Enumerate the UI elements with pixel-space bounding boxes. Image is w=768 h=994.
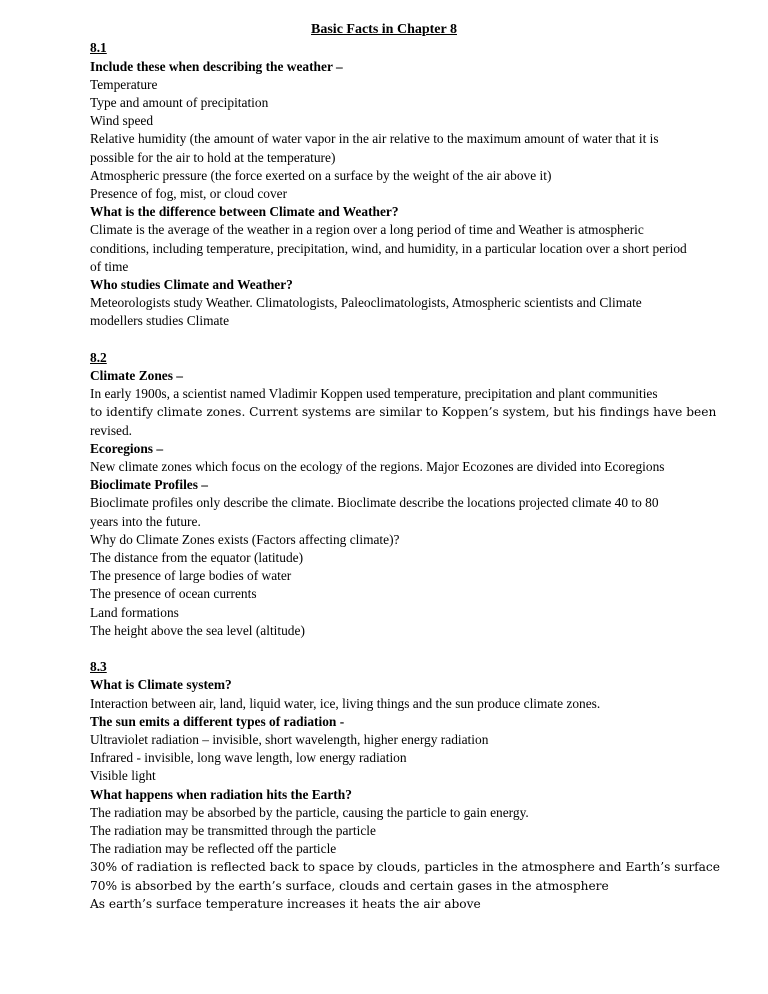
answer-who-studies: Meteorologists study Weather. Climatologists, Paleoclimatologists, Atmospheric scientists and Climate modellers studies Climate xyxy=(90,295,642,329)
answer-climate-system: Interaction between air, land, liquid water, ice, living things and the sun produce climate zones. xyxy=(90,695,601,711)
document-page xyxy=(90,21,720,913)
answer-bioclimate-profiles: Bioclimate profiles only describe the climate. Bioclimate describe the locations projected climate 40 to 80 years into the future. xyxy=(90,495,659,529)
question-why-climate-zones: Why do Climate Zones exists (Factors affecting climate)? xyxy=(90,531,400,547)
list-item: Wind speed xyxy=(90,113,154,129)
page-title: Basic Facts in Chapter 8 xyxy=(311,22,457,37)
list-item: The radiation may be reflected off the particle xyxy=(90,841,337,857)
list-item: Atmospheric pressure (the force exerted on a surface by the weight of the air above it) xyxy=(90,167,552,183)
answer-climate-zones-line1: In early 1900s, a scientist named Vladimir Koppen used temperature, precipitation and plant communities xyxy=(90,386,658,402)
heading-climate-zones: Climate Zones – xyxy=(90,367,183,383)
question-radiation-hits-earth: What happens when radiation hits the Earth? xyxy=(90,786,352,802)
list-item: The presence of ocean currents xyxy=(90,586,257,602)
list-item: The height above the sea level (altitude) xyxy=(90,622,305,638)
list-item: The radiation may be absorbed by the particle, causing the particle to gain energy. xyxy=(90,804,529,820)
list-item: 70% is absorbed by the earth’s surface, clouds and certain gases in the atmosphere xyxy=(90,878,609,893)
question-who-studies: Who studies Climate and Weather? xyxy=(90,276,293,292)
section-heading-8-2: 8.2 xyxy=(90,349,107,365)
list-item: Relative humidity (the amount of water vapor in the air relative to the maximum amount of water that it is possible for the air to hold at the temperature) xyxy=(90,131,659,165)
answer-ecoregions: New climate zones which focus on the ecology of the regions. Major Ecozones are divided into Ecoregions xyxy=(90,458,665,474)
list-item: The radiation may be transmitted through the particle xyxy=(90,823,376,838)
heading-radiation-types: The sun emits a different types of radiation - xyxy=(90,713,345,729)
answer-climate-vs-weather: Climate is the average of the weather in a region over a long period of time and Weather is atmospheric conditions, including temperature, precipitation, wind, and humidity, in a particular location over a short period of time xyxy=(90,222,687,274)
list-item: Ultraviolet radiation – invisible, short wavelength, higher energy radiation xyxy=(90,731,489,747)
heading-ecoregions: Ecoregions – xyxy=(90,440,164,456)
list-item: Infrared - invisible, long wave length, low energy radiation xyxy=(90,750,407,766)
section-heading-8-1: 8.1 xyxy=(90,40,107,56)
list-item: Temperature xyxy=(90,76,158,92)
heading-bioclimate-profiles: Bioclimate Profiles – xyxy=(90,477,209,493)
section-spacer xyxy=(90,331,690,349)
section-heading-8-3: 8.3 xyxy=(90,659,107,675)
list-item: 30% of radiation is reflected back to space by clouds, particles in the atmosphere and Earth’s surface xyxy=(90,860,720,875)
list-item: Visible light xyxy=(90,768,156,784)
question-climate-system: What is Climate system? xyxy=(90,677,232,693)
list-item: The presence of large bodies of water xyxy=(90,568,292,584)
list-item: Presence of fog, mist, or cloud cover xyxy=(90,185,288,201)
question-climate-vs-weather: What is the difference between Climate and Weather? xyxy=(90,204,399,220)
list-item: The distance from the equator (latitude) xyxy=(90,549,304,565)
list-item: Land formations xyxy=(90,604,179,620)
section-spacer xyxy=(90,640,690,658)
list-item: Type and amount of precipitation xyxy=(90,94,269,110)
answer-climate-zones-line2: to identify climate zones. Current systems are similar to Koppen’s system, but his findings have been xyxy=(90,405,717,420)
list-item: As earth’s surface temperature increases it heats the air above xyxy=(90,896,481,911)
question-describing-weather: Include these when describing the weather – xyxy=(90,58,343,74)
answer-climate-zones-line3: revised. xyxy=(90,422,133,438)
